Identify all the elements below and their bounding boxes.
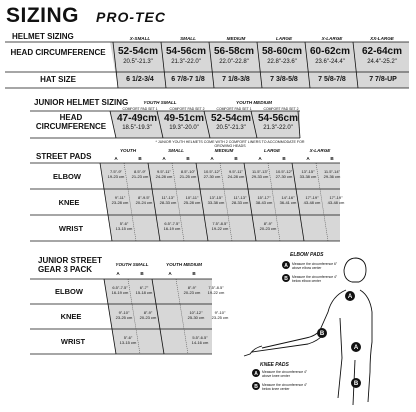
street-a-b: A xyxy=(306,156,310,161)
junior-street-cell: 7.5"-8.5" 19-22 cm xyxy=(207,285,225,295)
street-a-b: A xyxy=(210,156,214,161)
junior-pad: COMFORT PAD SET 2 xyxy=(263,107,299,111)
helmet-size-label: SMALL xyxy=(180,36,196,41)
junior-a-b: A xyxy=(116,271,120,276)
elbow-pads-title: ELBOW PADS xyxy=(290,252,324,258)
legend-elbow-b: B xyxy=(284,276,288,282)
street-cell: 17"-19" 43-48 cm xyxy=(327,195,345,205)
street-cell: 11.5"-14" 29-36 cm xyxy=(323,169,341,179)
helmet-section-title: HELMET SIZING xyxy=(12,32,74,41)
junior-pad: COMFORT PAD SET 1 xyxy=(216,107,252,111)
elbow-a-text: Measure the circumference 6" above elbow center xyxy=(292,262,338,270)
junior-row-wrist: WRIST xyxy=(60,337,86,346)
street-cell: 8"-9" 20-23 cm xyxy=(259,221,277,231)
junior-cm: 54-56cm xyxy=(257,113,299,124)
helmet-cm: 58-60cm xyxy=(261,46,303,57)
helmet-size-label: LARGE xyxy=(275,36,293,41)
junior-in: 18.5"-19.3" xyxy=(122,125,152,131)
junior-street-cell: 10"-12" 25-30 cm xyxy=(187,310,205,320)
helmet-cm: 56-58cm xyxy=(213,46,255,57)
street-cell: 5"-6" 13-15 cm xyxy=(115,221,133,231)
helmet-in: 22.0"-22.8" xyxy=(219,59,249,65)
junior-helmet-note: * JUNIOR YOUTH HELMETS COME WITH 2 COMFORT LINERS TO ACCOMMODATE FOR GROWING HEADS xyxy=(155,140,305,148)
street-cell: 8.5"-10" 21-25 cm xyxy=(179,169,197,179)
street-cell: 11"-13" 28-33 cm xyxy=(231,195,249,205)
junior-in: 21.3"-22.0" xyxy=(263,125,293,131)
junior-street-cell: 8"-9" 20-23 cm xyxy=(183,285,201,295)
junior-a-b: B xyxy=(140,271,144,276)
helmet-in: 21.3"-22.0" xyxy=(171,59,201,65)
helmet-hat: 7 1/8-3/8 xyxy=(222,76,250,83)
junior-row-elbow: ELBOW xyxy=(55,287,83,296)
helmet-cm: 54-56cm xyxy=(165,46,207,57)
junior-street-cell: 5"-6" 13-15 cm xyxy=(119,335,137,345)
street-a-b: B xyxy=(282,156,286,161)
street-cell: 8.5"-9" 21-23 cm xyxy=(131,169,149,179)
junior-street-section-title: JUNIOR STREET GEAR 3 PACK xyxy=(38,256,103,274)
elbow-a-marker: A xyxy=(347,294,353,300)
helmet-size-label: X-SMALL xyxy=(129,36,151,41)
elbow-b-text: Measure the circumference 4" below elbow center xyxy=(292,275,338,283)
junior-pad: COMFORT PAD SET 1 xyxy=(122,107,158,111)
street-cell: 9.5"-11" 24-28 cm xyxy=(155,169,173,179)
junior-helmet-group: YOUTH SMALL xyxy=(143,100,177,105)
street-cell: 14"-16" 36-41 cm xyxy=(279,195,297,205)
street-cell: 11"-13" 28-33 cm xyxy=(159,195,177,205)
street-a-b: B xyxy=(330,156,334,161)
street-cell: 6.5"-7.5" 16-19 cm xyxy=(163,221,181,231)
street-cell: 15"-17" 38-43 cm xyxy=(255,195,273,205)
helmet-hat: 6 7/8-7 1/8 xyxy=(171,76,205,83)
street-cell: 17"-19" 43-48 cm xyxy=(303,195,321,205)
street-size-label: SMALL xyxy=(168,148,184,153)
legend-knee-a: A xyxy=(254,371,258,377)
street-cell: 13"-15" 33-38 cm xyxy=(207,195,225,205)
junior-street-size: YOUTH MEDIUM xyxy=(166,262,202,267)
junior-street-cell: 9"-10" 23-25 cm xyxy=(115,310,133,320)
helmet-in: 22.8"-23.6" xyxy=(267,59,297,65)
junior-cm: 49-51cm xyxy=(163,113,205,124)
street-cell: 11.5"-13" 29-33 cm xyxy=(251,169,269,179)
knee-pads-title: KNEE PADS xyxy=(260,362,289,368)
helmet-in: 20.5"-21.3" xyxy=(123,59,153,65)
junior-row-head-circumference: HEAD CIRCUMFERENCE xyxy=(35,113,107,131)
knee-b-marker: B xyxy=(353,381,359,387)
helmet-size-label: XX-LARGE xyxy=(370,36,394,41)
knee-a-marker: A xyxy=(353,345,359,351)
street-a-b: A xyxy=(258,156,262,161)
helmet-hat: 7 5/8-7/8 xyxy=(318,76,346,83)
street-size-label: MEDIUM xyxy=(214,148,234,153)
street-size-label: X-LARGE xyxy=(309,148,331,153)
knee-b-text: Measure the circumference 4" below knee center xyxy=(262,383,308,391)
street-pads-section-title: STREET PADS xyxy=(36,152,92,161)
helmet-hat: 7 3/8-5/8 xyxy=(270,76,298,83)
junior-a-b: B xyxy=(192,271,196,276)
street-size-label: YOUTH xyxy=(119,148,137,153)
helmet-hat: 7 7/8-UP xyxy=(369,76,397,83)
junior-a-b: A xyxy=(168,271,172,276)
legend-knee-b: B xyxy=(254,384,258,390)
helmet-cm: 52-54cm xyxy=(117,46,159,57)
junior-street-size: YOUTH SMALL xyxy=(115,262,149,267)
street-cell: 10.5"-12" 27-30 cm xyxy=(203,169,221,179)
helmet-cm: 60-62cm xyxy=(309,46,351,57)
street-cell: 8"-9.5" 20-24 cm xyxy=(135,195,153,205)
junior-pad: COMFORT PAD SET 2 xyxy=(169,107,205,111)
helmet-size-label: X-LARGE xyxy=(321,36,343,41)
junior-street-cell: 6.5"-7.5" 16-19 cm xyxy=(111,285,129,295)
brand-logo: PRO-TEC xyxy=(96,9,166,25)
street-cell: 9"-11" 23-28 cm xyxy=(111,195,129,205)
street-a-b: B xyxy=(138,156,142,161)
junior-cm: 47-49cm xyxy=(116,113,158,124)
street-cell: 9.5"-11" 24-28 cm xyxy=(227,169,245,179)
street-size-label: LARGE xyxy=(263,148,281,153)
street-row-knee: KNEE xyxy=(58,198,80,207)
street-a-b: B xyxy=(234,156,238,161)
helmet-size-label: MEDIUM xyxy=(226,36,246,41)
junior-cm: 52-54cm xyxy=(210,113,252,124)
helmet-cm: 62-64cm xyxy=(361,46,403,57)
junior-street-cell: 6"-7" 15-18 cm xyxy=(135,285,153,295)
knee-a-text: Measure the circumference 4" above knee center xyxy=(262,370,308,378)
junior-in: 19.3"-20.0" xyxy=(169,125,199,131)
helmet-in: 24.4"-25.2" xyxy=(367,59,397,65)
street-cell: 7.5"-9" 19-23 cm xyxy=(107,169,125,179)
junior-street-cell: 5.5"-6.5" 14-16 cm xyxy=(191,335,209,345)
helmet-hat: 6 1/2-3/4 xyxy=(126,76,154,83)
junior-helmet-section-title: JUNIOR HELMET SIZING xyxy=(34,98,129,107)
street-cell: 10.5"-12" 27-30 cm xyxy=(275,169,293,179)
street-cell: 13"-15" 33-38 cm xyxy=(299,169,317,179)
helmet-row-head-circumference: HEAD CIRCUMFERENCE xyxy=(10,48,106,57)
street-a-b: A xyxy=(114,156,118,161)
street-row-elbow: ELBOW xyxy=(53,172,81,181)
junior-in: 20.5"-21.3" xyxy=(216,125,246,131)
helmet-in: 23.6"-24.4" xyxy=(315,59,345,65)
helmet-row-hat-size: HAT SIZE xyxy=(40,75,76,84)
street-cell: 10"-11" 25-28 cm xyxy=(183,195,201,205)
junior-street-cell: 8"-9" 20-23 cm xyxy=(139,310,157,320)
junior-helmet-group: YOUTH MEDIUM xyxy=(236,100,272,105)
legend-elbow-a: A xyxy=(284,263,288,269)
elbow-b-marker: B xyxy=(319,331,325,337)
junior-street-cell: 9"-10" 23-25 cm xyxy=(211,310,229,320)
page-title: SIZING xyxy=(6,4,80,27)
street-cell: 7.5"-8.5" 19-22 cm xyxy=(211,221,229,231)
street-row-wrist: WRIST xyxy=(58,224,84,233)
street-a-b: A xyxy=(162,156,166,161)
junior-row-knee: KNEE xyxy=(60,312,82,321)
street-a-b: B xyxy=(186,156,190,161)
